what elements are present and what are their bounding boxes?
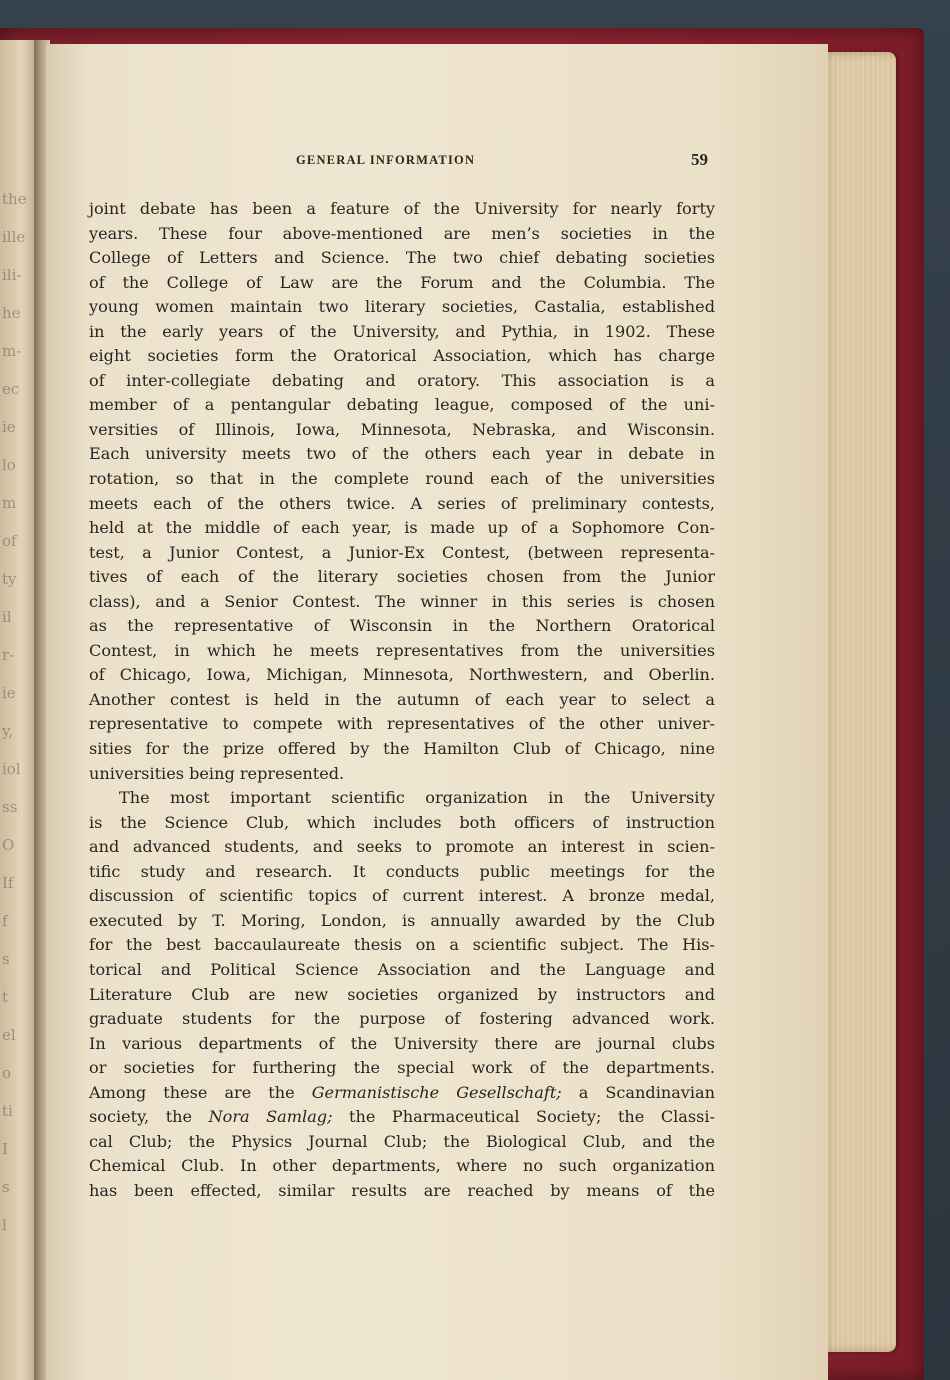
- facing-page-fragment: s: [2, 1178, 10, 1196]
- text-line: young women maintain two literary societies, Castalia, established: [89, 297, 715, 317]
- italic-term: Germanistische Gesellschaft;: [311, 1082, 562, 1102]
- facing-page-fragment: he: [2, 304, 21, 322]
- facing-page-fragment: the: [2, 190, 27, 208]
- text-line: class), and a Senior Contest. The winner in this series is chosen: [89, 591, 715, 611]
- text-line: for the best baccaulaureate thesis on a scientific subject. The His-: [89, 935, 715, 955]
- facing-page-fragment: m-: [2, 342, 22, 360]
- facing-page-edge: [0, 40, 36, 1380]
- facing-page-fragment: ty: [2, 570, 17, 588]
- facing-page-fragment: I: [2, 1140, 8, 1158]
- text-run: Among these are the: [89, 1082, 312, 1102]
- text-line: Each university meets two of the others each year in debate in: [89, 444, 715, 464]
- text-line: cal Club; the Physics Journal Club; the Biological Club, and the: [89, 1131, 715, 1151]
- facing-page-fragment: r-: [2, 646, 15, 664]
- text-line: universities being represented.: [89, 763, 345, 783]
- text-line: Chemical Club. In other departments, where no such organization: [89, 1156, 715, 1176]
- text-line: has been effected, similar results are reached by means of the: [89, 1180, 715, 1200]
- text-line: In various departments of the University there are journal clubs: [89, 1033, 715, 1053]
- body-text: [89, 197, 715, 1203]
- text-line: years. These four above-mentioned are men’s societies in the: [89, 223, 715, 243]
- italic-term: Nora Samlag;: [208, 1107, 333, 1127]
- text-line: representative to compete with representatives of the other univer-: [89, 714, 715, 734]
- facing-page-fragment: ie: [2, 418, 16, 436]
- text-run: the Pharmaceutical Society; the Classi-: [332, 1107, 715, 1127]
- text-line: or societies for furthering the special work of the departments.: [89, 1058, 715, 1078]
- facing-page-fragment: o: [2, 1064, 12, 1082]
- text-run: society, the: [89, 1107, 209, 1127]
- text-line: as the representative of Wisconsin in the Northern Oratorical: [89, 616, 715, 636]
- text-line: joint debate has been a feature of the University for nearly forty: [89, 199, 715, 218]
- paragraph-start-line: The most important scientific organization in the University: [119, 788, 715, 808]
- facing-page-fragment: t: [2, 988, 9, 1006]
- facing-page-fragment: ti: [2, 1102, 13, 1120]
- text-line: versities of Illinois, Iowa, Minnesota, Nebraska, and Wisconsin.: [89, 419, 715, 439]
- text-line: in the early years of the University, and Pythia, in 1902. These: [89, 321, 715, 341]
- text-line-with-italic: [89, 1105, 715, 1130]
- text-line: Literature Club are new societies organized by instructors and: [89, 984, 715, 1004]
- text-line: test, a Junior Contest, a Junior-Ex Contest, (between representa-: [89, 542, 715, 562]
- facing-page-fragment: If: [2, 874, 14, 892]
- text-line: College of Letters and Science. The two chief debating societies: [89, 248, 715, 268]
- text-line: torical and Political Science Association and the Language and: [89, 959, 715, 979]
- facing-page-fragment: ie: [2, 684, 16, 702]
- page-header: [296, 150, 714, 172]
- page-block-edges: [820, 52, 896, 1352]
- facing-page-fragment: iol: [2, 760, 21, 778]
- facing-page-fragment: ili-: [2, 266, 22, 284]
- text-line: Another contest is held in the autumn of each year to select a: [89, 689, 715, 709]
- facing-page-fragment: l: [2, 1216, 7, 1234]
- facing-page-fragment: of: [2, 532, 17, 550]
- facing-page-fragment: il: [2, 608, 12, 626]
- facing-page-fragment: m: [2, 494, 17, 512]
- facing-page-fragment: ille: [2, 228, 26, 246]
- text-line: tives of each of the literary societies chosen from the Junior: [89, 567, 715, 587]
- text-line: discussion of scientific topics of current interest. A bronze medal,: [89, 886, 715, 906]
- text-line: graduate students for the purpose of fostering advanced work.: [89, 1009, 715, 1029]
- text-line: tific study and research. It conducts public meetings for the: [89, 861, 715, 881]
- facing-page-fragment: lo: [2, 456, 16, 474]
- facing-page-fragment: O: [2, 836, 15, 854]
- text-line: and advanced students, and seeks to promote an interest in scien-: [89, 837, 715, 857]
- text-line: eight societies form the Oratorical Association, which has charge: [89, 346, 715, 366]
- facing-page-fragment: ss: [2, 798, 18, 816]
- facing-page-fragment: f: [2, 912, 8, 930]
- facing-page-fragment: el: [2, 1026, 16, 1044]
- text-line: of Chicago, Iowa, Michigan, Minnesota, Northwestern, and Oberlin.: [89, 665, 715, 685]
- text-line: member of a pentangular debating league, composed of the uni-: [89, 395, 715, 415]
- page-number: 59: [691, 150, 708, 169]
- facing-page-fragment: s: [2, 950, 10, 968]
- text-line-with-italic: [89, 1081, 715, 1106]
- text-line: sities for the prize offered by the Hamilton Club of Chicago, nine: [89, 739, 715, 759]
- running-head: GENERAL INFORMATION: [296, 153, 476, 167]
- text-line: rotation, so that in the complete round each of the universities: [89, 469, 715, 489]
- text-line: meets each of the others twice. A series of preliminary contests,: [89, 493, 715, 513]
- facing-page-fragment: y,: [2, 722, 14, 740]
- text-line: of inter-collegiate debating and oratory. This association is a: [89, 370, 715, 390]
- text-line: held at the middle of each year, is made up of a Sophomore Con-: [89, 518, 715, 538]
- text-line: of the College of Law are the Forum and the Columbia. The: [89, 272, 715, 292]
- text-line: Contest, in which he meets representatives from the universities: [89, 640, 715, 660]
- text-run: a Scandinavian: [561, 1082, 715, 1102]
- text-line: is the Science Club, which includes both officers of instruction: [89, 812, 715, 832]
- text-line: executed by T. Moring, London, is annually awarded by the Club: [89, 910, 715, 930]
- facing-page-fragment: ec: [2, 380, 20, 398]
